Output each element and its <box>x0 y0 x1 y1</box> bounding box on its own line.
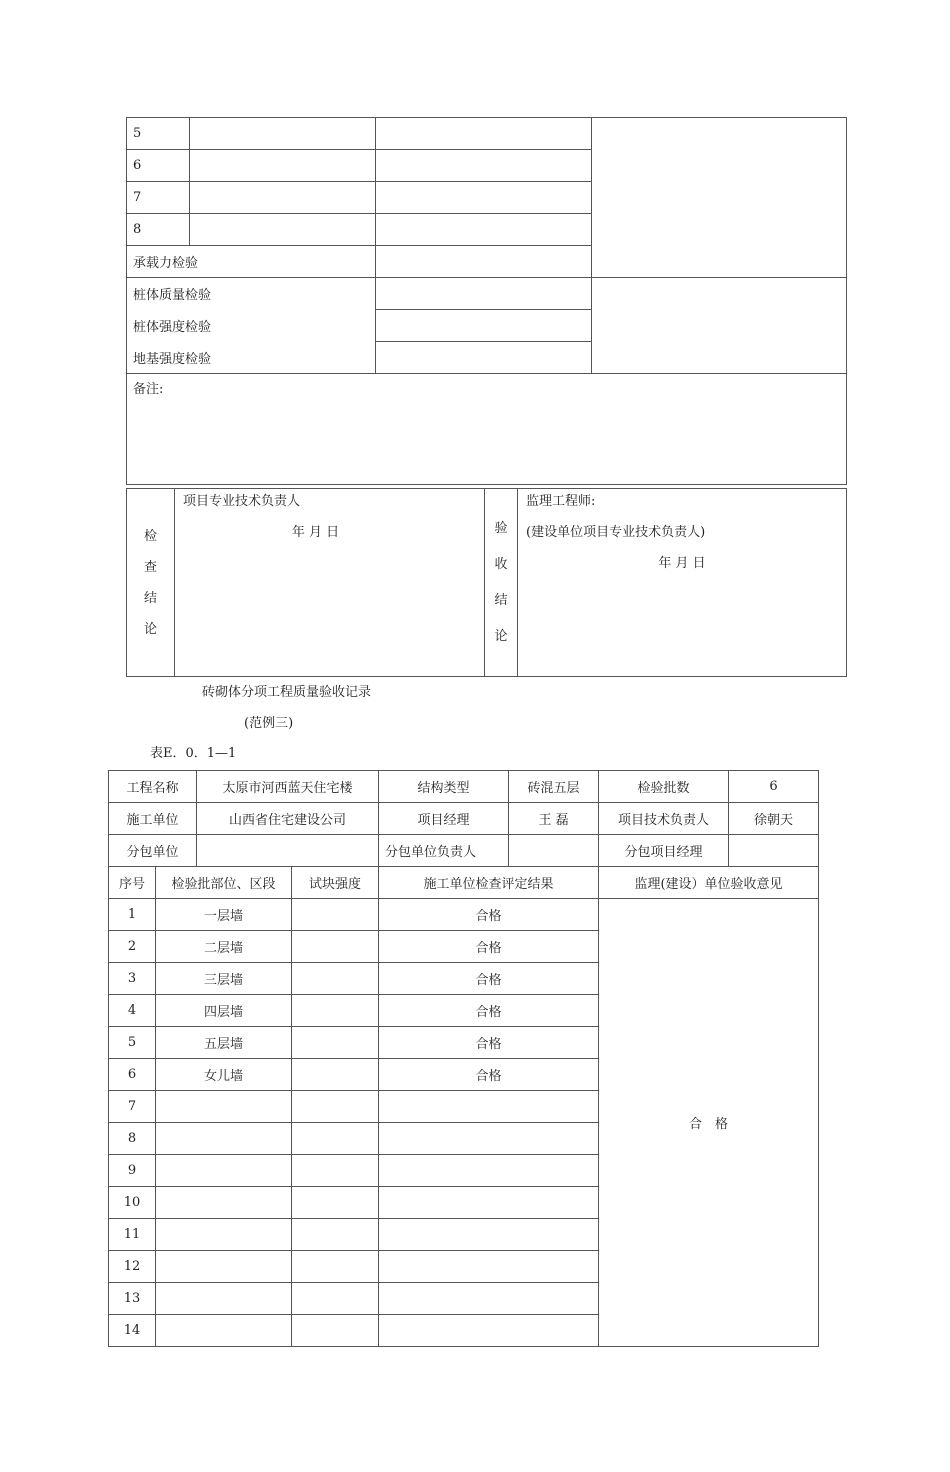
pile-quality-label: 桩体质量检验 <box>127 278 376 310</box>
table-row <box>127 118 847 150</box>
row-part: 五层墙 <box>156 1027 292 1059</box>
project-name-label: 工程名称 <box>109 771 197 803</box>
row-no: 14 <box>109 1315 156 1347</box>
row-part: 女儿墙 <box>156 1059 292 1091</box>
bearing-label: 承载力检验 <box>127 246 376 278</box>
check-date: 年 月 日 <box>291 525 340 540</box>
contractor-label: 施工单位 <box>109 803 197 835</box>
section-title: 砖砌体分项工程质量验收记录 <box>202 685 372 700</box>
row-part <box>156 1155 292 1187</box>
structure-label: 结构类型 <box>379 771 509 803</box>
check-conclusion-label <box>127 489 175 677</box>
sub-pm-value <box>729 835 819 867</box>
vertical-char: 验 <box>494 520 508 536</box>
cell <box>190 214 376 246</box>
check-person-label: 项目专业技术负责人 <box>183 494 301 509</box>
header-opinion: 监理(建设）单位验收意见 <box>599 867 819 899</box>
row-strength <box>292 1027 379 1059</box>
row-result: 合格 <box>379 1027 599 1059</box>
row-strength <box>292 995 379 1027</box>
table-row <box>127 278 847 310</box>
table-number: 表E．0．1—1 <box>150 746 237 761</box>
row-part: 二层墙 <box>156 931 292 963</box>
remarks-cell <box>127 374 847 485</box>
row-strength <box>292 899 379 931</box>
row-part: 四层墙 <box>156 995 292 1027</box>
header-row <box>109 803 819 835</box>
row-part <box>156 1123 292 1155</box>
cell <box>376 150 592 182</box>
row-result: 合格 <box>379 931 599 963</box>
row-no: 6 <box>127 150 190 182</box>
row-result <box>379 1315 599 1347</box>
row-part <box>156 1283 292 1315</box>
row-result: 合格 <box>379 1059 599 1091</box>
row-no: 2 <box>109 931 156 963</box>
tech-label: 项目技术负责人 <box>599 803 729 835</box>
row-strength <box>292 1219 379 1251</box>
section-subtitle: (范例三) <box>244 716 294 731</box>
header-no: 序号 <box>109 867 156 899</box>
foundation-strength-label: 地基强度检验 <box>127 342 376 374</box>
cell <box>190 150 376 182</box>
sub-value <box>197 835 379 867</box>
cell <box>190 118 376 150</box>
row-no: 7 <box>127 182 190 214</box>
batch-value: 6 <box>729 771 819 803</box>
header-row <box>109 835 819 867</box>
row-result <box>379 1155 599 1187</box>
conclusion-table <box>126 488 847 677</box>
cell <box>190 182 376 214</box>
row-part: 三层墙 <box>156 963 292 995</box>
vertical-char: 结 <box>494 592 508 608</box>
row-result <box>379 1091 599 1123</box>
row-result: 合格 <box>379 995 599 1027</box>
cell <box>376 342 592 374</box>
row-strength <box>292 931 379 963</box>
vertical-char: 结 <box>143 590 157 606</box>
sub-label: 分包单位 <box>109 835 197 867</box>
blank-cell <box>592 118 847 278</box>
row-no: 5 <box>127 118 190 150</box>
row-no: 13 <box>109 1283 156 1315</box>
accept-sign-cell <box>518 489 847 677</box>
row-no: 7 <box>109 1091 156 1123</box>
row-no: 12 <box>109 1251 156 1283</box>
pm-value: 王 磊 <box>509 803 599 835</box>
batch-label: 检验批数 <box>599 771 729 803</box>
row-strength <box>292 1283 379 1315</box>
owner-tech-label: (建设单位项目专业技术负责人) <box>526 525 706 540</box>
row-strength <box>292 1123 379 1155</box>
accept-conclusion-label <box>485 489 518 677</box>
row-no: 4 <box>109 995 156 1027</box>
sub-pm-label: 分包项目经理 <box>599 835 729 867</box>
vertical-char: 检 <box>143 528 157 544</box>
row-no: 1 <box>109 899 156 931</box>
pile-strength-label: 桩体强度检验 <box>127 310 376 342</box>
row-strength <box>292 1155 379 1187</box>
header-strength: 试块强度 <box>292 867 379 899</box>
remarks-label: 备注: <box>133 382 164 397</box>
row-strength <box>292 1251 379 1283</box>
row-strength <box>292 1059 379 1091</box>
check-sign-cell <box>175 489 485 677</box>
row-result <box>379 1251 599 1283</box>
row-strength <box>292 963 379 995</box>
row-part <box>156 1091 292 1123</box>
sub-lead-value <box>509 835 599 867</box>
pile-inspection-table <box>126 117 847 485</box>
row-result: 合格 <box>379 899 599 931</box>
row-part: 一层墙 <box>156 899 292 931</box>
row-strength <box>292 1187 379 1219</box>
brick-masonry-table <box>108 770 819 1347</box>
row-no: 3 <box>109 963 156 995</box>
row-part <box>156 1315 292 1347</box>
row-no: 8 <box>109 1123 156 1155</box>
opinion-cell: 合 格 <box>599 899 819 1347</box>
column-header-row <box>109 867 819 899</box>
vertical-char: 论 <box>494 628 508 644</box>
remarks-row <box>127 374 847 485</box>
accept-date: 年 月 日 <box>658 556 706 571</box>
header-result: 施工单位检查评定结果 <box>379 867 599 899</box>
pm-label: 项目经理 <box>379 803 509 835</box>
row-result <box>379 1123 599 1155</box>
vertical-char: 收 <box>494 556 508 572</box>
cell <box>376 182 592 214</box>
blank-cell <box>592 278 847 374</box>
contractor-value: 山西省住宅建设公司 <box>197 803 379 835</box>
cell <box>376 214 592 246</box>
row-no: 10 <box>109 1187 156 1219</box>
cell <box>376 278 592 310</box>
row-part <box>156 1187 292 1219</box>
sub-lead-label: 分包单位负责人 <box>379 835 509 867</box>
header-part: 检验批部位、区段 <box>156 867 292 899</box>
row-result <box>379 1219 599 1251</box>
cell <box>376 118 592 150</box>
vertical-char: 查 <box>143 559 157 575</box>
row-result: 合格 <box>379 963 599 995</box>
header-row <box>109 771 819 803</box>
table-row <box>109 899 819 931</box>
supervisor-label: 监理工程师: <box>526 494 596 509</box>
conclusion-row <box>127 489 847 677</box>
row-result <box>379 1187 599 1219</box>
row-no: 5 <box>109 1027 156 1059</box>
row-no: 11 <box>109 1219 156 1251</box>
row-strength <box>292 1315 379 1347</box>
cell <box>376 246 592 278</box>
cell <box>376 310 592 342</box>
vertical-char: 论 <box>143 621 157 637</box>
row-strength <box>292 1091 379 1123</box>
structure-value: 砖混五层 <box>509 771 599 803</box>
row-no: 8 <box>127 214 190 246</box>
tech-value: 徐朝天 <box>729 803 819 835</box>
row-no: 9 <box>109 1155 156 1187</box>
project-name: 太原市河西蓝天住宅楼 <box>197 771 379 803</box>
row-part <box>156 1219 292 1251</box>
row-result <box>379 1283 599 1315</box>
row-part <box>156 1251 292 1283</box>
row-no: 6 <box>109 1059 156 1091</box>
